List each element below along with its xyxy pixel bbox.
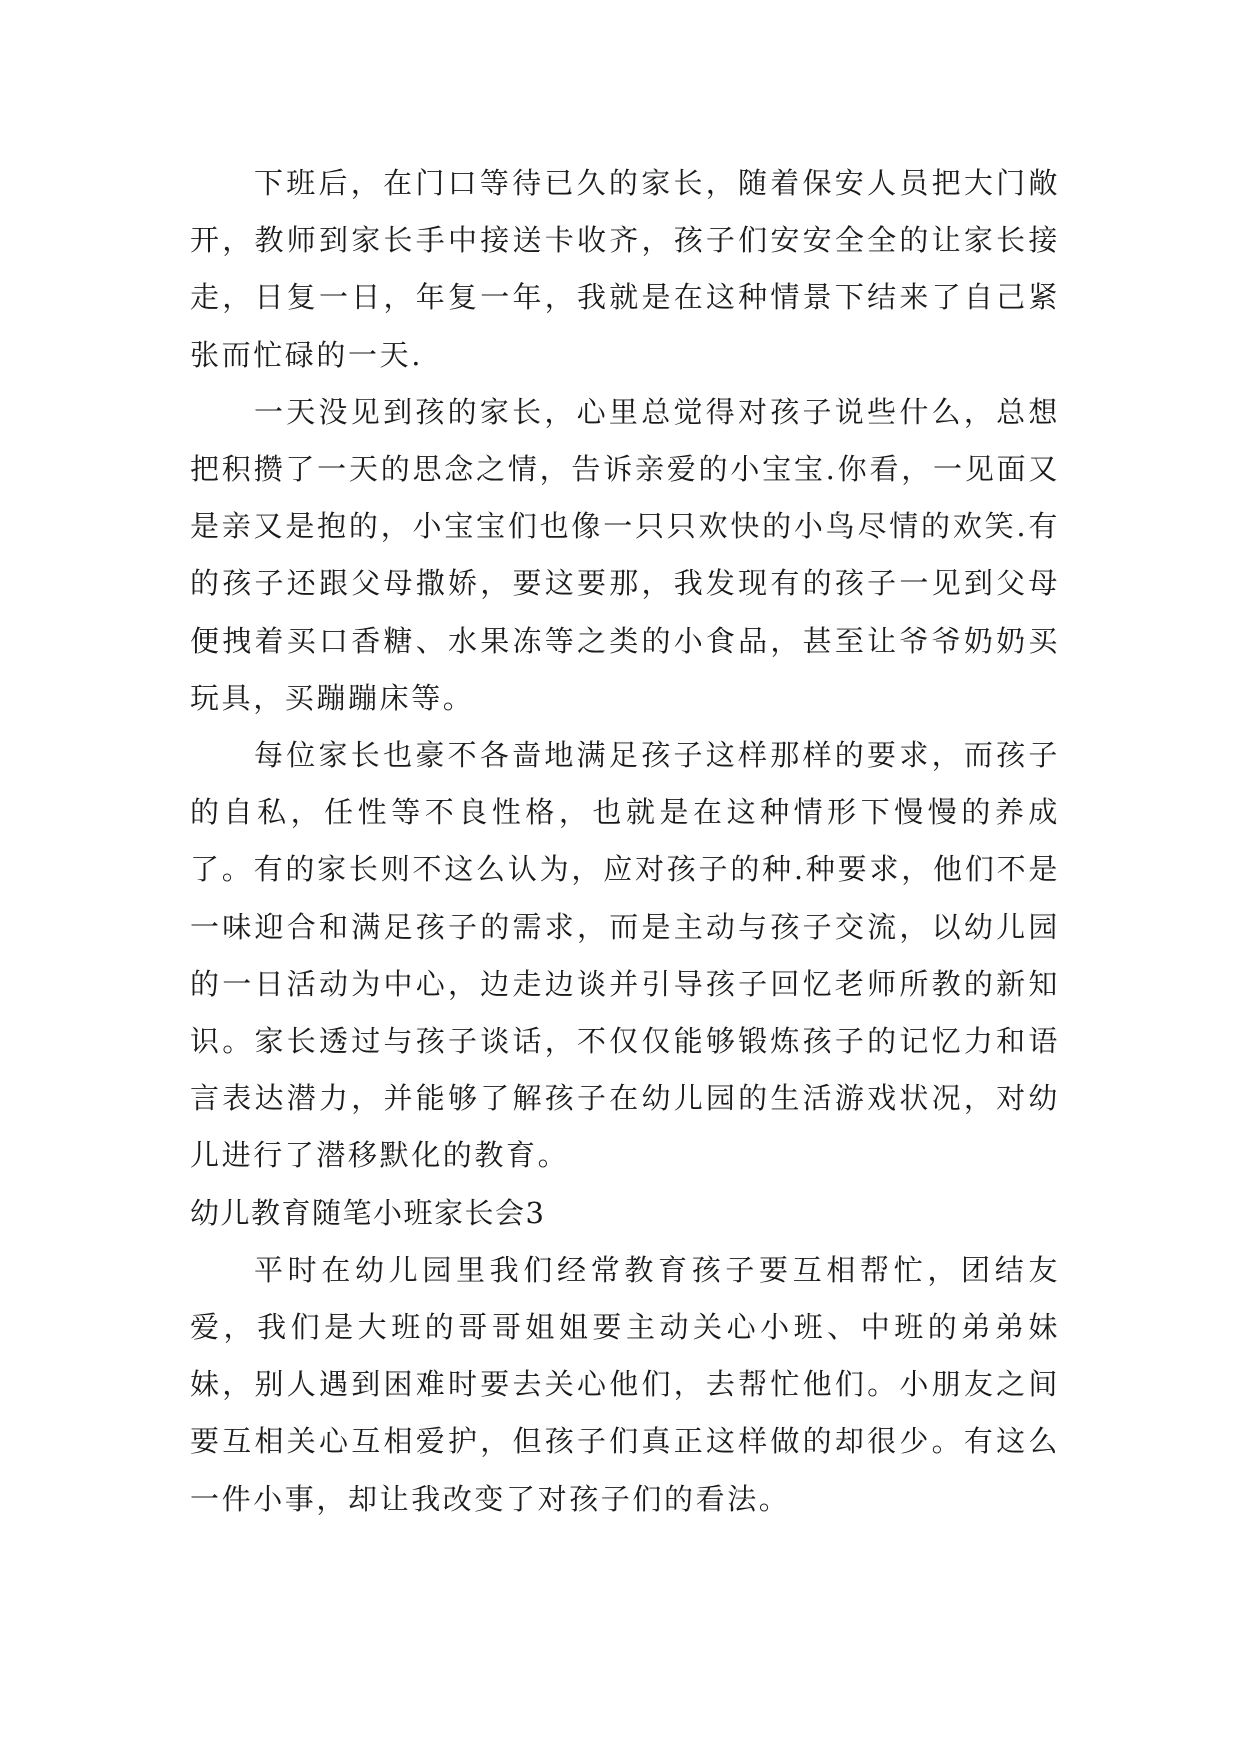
paragraph-helping-each-other: 平时在幼儿园里我们经常教育孩子要互相帮忙，团结友爱，我们是大班的哥哥姐姐要主动关心小班、中班的弟弟妹妹，别人遇到困难时要去关心他们，去帮忙他们。小朋友之间要互相关心互相爱护，但孩子们真正这样做的却很少。有这么一件小事，却让我改变了对孩子们的看法。 — [190, 1252, 1060, 1516]
paragraph-parents-greeting: 一天没见到孩的家长，心里总觉得对孩子说些什么，总想把积攒了一天的思念之情，告诉亲爱的小宝宝.你看，一见面又是亲又是抱的，小宝宝们也像一只只欢快的小鸟尽情的欢笑.有的孩子还跟父母撒娇，要这要那，我发现有的孩子一见到父母便拽着买口香糖、水果冻等之类的小食品，甚至让爷爷奶奶买玩具，买蹦蹦床等。 — [190, 394, 1060, 715]
document-body — [190, 155, 1060, 1528]
section-heading: 幼儿教育随笔小班家长会3 — [190, 1195, 546, 1230]
paragraph-parent-demands: 每位家长也豪不各啬地满足孩子这样那样的要求，而孩子的自私，任性等不良性格，也就是在这种情形下慢慢的养成了。有的家长则不这么认为，应对孩子的种.种要求，他们不是一味迎合和满足孩子的需求，而是主动与孩子交流，以幼儿园的一日活动为中心，边走边谈并引导孩子回忆老师所教的新知识。家长透过与孩子谈话，不仅仅能够锻炼孩子的记忆力和语言表达潜力，并能够了解孩子在幼儿园的生活游戏状况，对幼儿进行了潜移默化的教育。 — [190, 738, 1060, 1173]
paragraph-pickup: 下班后，在门口等待已久的家长，随着保安人员把大门敞开，教师到家长手中接送卡收齐，孩子们安安全全的让家长接走，日复一日，年复一年，我就是在这种情景下结来了自己紧张而忙碌的一天. — [190, 166, 1060, 372]
